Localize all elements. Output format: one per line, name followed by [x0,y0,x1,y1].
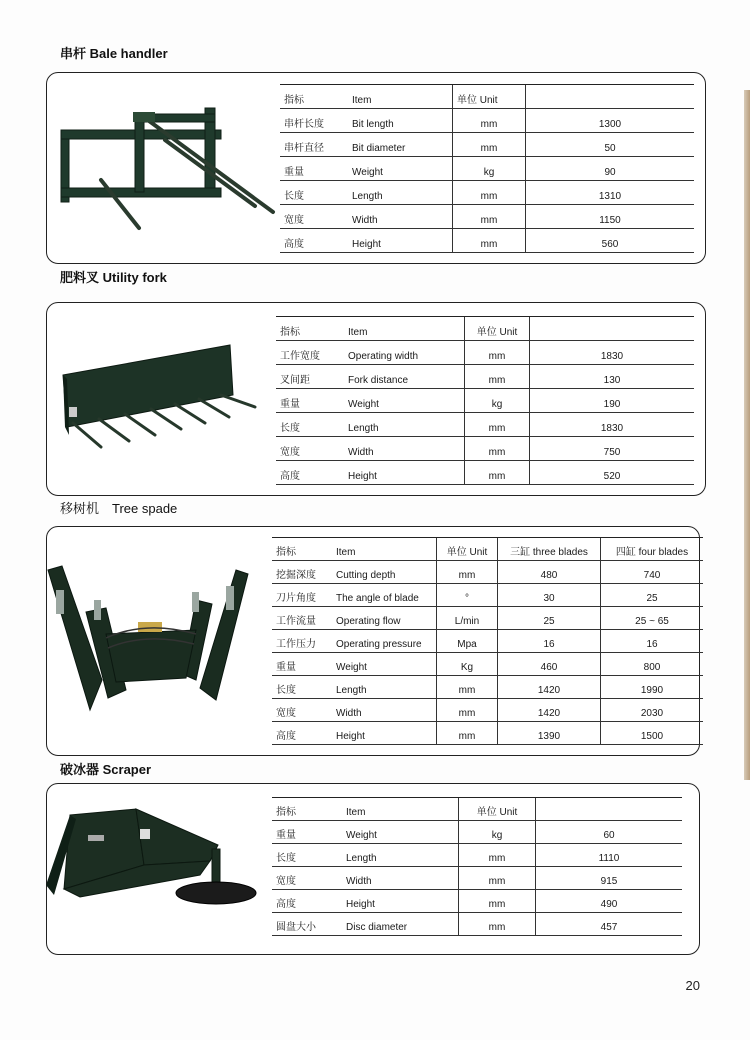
table-cell: 480 [498,561,601,584]
table-cell: 重量 [272,821,342,844]
bale-handler-image [55,100,280,240]
table-cell: 460 [498,653,601,676]
table-cell: 叉间距 [276,365,344,389]
table-cell: 重量 [280,157,348,181]
table-header-row [276,317,694,341]
table-cell: Cutting depth [332,561,437,584]
table-cell: 1310 [526,181,695,205]
table-cell: 长度 [272,844,342,867]
page-number: 20 [685,978,700,993]
header-item: Item [342,798,459,821]
table-header-row [272,538,703,561]
table-cell: 457 [536,913,683,936]
spec-table-bale-handler [280,84,694,253]
table-cell: 1500 [601,722,704,745]
table-cell: 刀片角度 [272,584,332,607]
header-unit: 单位 Unit [465,317,530,341]
table-row [272,584,703,607]
scraper-image [40,805,270,915]
table-cell: mm [437,676,498,699]
table-cell: Operating width [344,341,465,365]
table-cell: 25 ~ 65 [601,607,704,630]
utility-fork-image [55,335,265,455]
table-cell: 1150 [526,205,695,229]
table-row [276,461,694,485]
table-row [280,229,694,253]
table-header-row [280,85,694,109]
table-row [276,413,694,437]
table-cell: mm [459,844,536,867]
table-cell: mm [465,413,530,437]
table-cell: mm [459,867,536,890]
table-row [272,630,703,653]
header-cn: 指标 [272,538,332,561]
table-cell: 16 [601,630,704,653]
table-cell: mm [465,461,530,485]
table-cell: Height [344,461,465,485]
header-value [526,85,695,109]
table-cell: Length [348,181,453,205]
table-cell: Weight [342,821,459,844]
table-cell: 宽度 [276,437,344,461]
table-cell: mm [453,181,526,205]
table-row [272,844,682,867]
section-title-bale-handler: 串杆 Bale handler [60,46,168,61]
table-row [276,437,694,461]
table-cell: Operating pressure [332,630,437,653]
table-cell: 长度 [272,676,332,699]
table-cell: 1420 [498,676,601,699]
tree-spade-image [46,560,252,720]
header-four-blades: 四缸 four blades [601,538,704,561]
table-cell: The angle of blade [332,584,437,607]
page-edge-shadow [744,90,750,780]
table-row [280,133,694,157]
table-cell: 1990 [601,676,704,699]
table-cell: kg [453,157,526,181]
table-cell: Weight [332,653,437,676]
spec-table-scraper [272,797,682,936]
table-cell: 重量 [276,389,344,413]
table-cell: 1830 [530,341,695,365]
table-cell: 750 [530,437,695,461]
table-cell: 重量 [272,653,332,676]
table-cell: 130 [530,365,695,389]
table-cell: 190 [530,389,695,413]
table-row [276,365,694,389]
table-cell: 工作流量 [272,607,332,630]
table-cell: 560 [526,229,695,253]
table-cell: Width [348,205,453,229]
table-cell: 1300 [526,109,695,133]
table-cell: 圆盘大小 [272,913,342,936]
table-cell: 1390 [498,722,601,745]
table-cell: Height [342,890,459,913]
table-cell: Length [342,844,459,867]
table-cell: mm [453,109,526,133]
spec-table-tree-spade [272,537,703,745]
table-row [280,109,694,133]
header-item: Item [344,317,465,341]
table-cell: Mpa [437,630,498,653]
table-cell: mm [465,341,530,365]
table-cell: Width [344,437,465,461]
table-row [272,821,682,844]
table-cell: 520 [530,461,695,485]
table-cell: 2030 [601,699,704,722]
table-cell: 宽度 [272,699,332,722]
table-cell: Weight [348,157,453,181]
table-row [280,181,694,205]
header-unit: 单位 Unit [459,798,536,821]
table-cell: 高度 [272,890,342,913]
table-cell: 宽度 [280,205,348,229]
table-cell: ° [437,584,498,607]
table-cell: Operating flow [332,607,437,630]
table-cell: 宽度 [272,867,342,890]
section-title-scraper: 破冰器 Scraper [60,762,152,777]
table-cell: 1830 [530,413,695,437]
table-cell: 长度 [276,413,344,437]
table-cell: 490 [536,890,683,913]
table-cell: mm [453,133,526,157]
header-value [536,798,683,821]
header-cn: 指标 [272,798,342,821]
header-unit: 单位 Unit [453,85,526,109]
table-cell: mm [465,365,530,389]
table-cell: mm [465,437,530,461]
table-cell: 16 [498,630,601,653]
table-row [272,653,703,676]
table-cell: mm [453,229,526,253]
table-row [280,205,694,229]
table-cell: mm [437,699,498,722]
table-row [272,607,703,630]
table-cell: 740 [601,561,704,584]
table-cell: 60 [536,821,683,844]
table-cell: Disc diameter [342,913,459,936]
table-cell: Height [332,722,437,745]
table-row [280,157,694,181]
table-cell: Length [332,676,437,699]
header-unit: 单位 Unit [437,538,498,561]
table-cell: Bit length [348,109,453,133]
table-cell: 挖掘深度 [272,561,332,584]
table-cell: mm [437,561,498,584]
table-cell: 1420 [498,699,601,722]
table-cell: 工作宽度 [276,341,344,365]
table-cell: 25 [601,584,704,607]
table-cell: mm [459,913,536,936]
header-item: Item [348,85,453,109]
header-cn: 指标 [276,317,344,341]
table-cell: mm [437,722,498,745]
table-cell: 高度 [272,722,332,745]
table-cell: mm [459,890,536,913]
table-cell: 高度 [276,461,344,485]
table-cell: 串杆直径 [280,133,348,157]
table-cell: 800 [601,653,704,676]
header-value [530,317,695,341]
table-row [272,913,682,936]
section-title-utility-fork: 肥料叉 Utility fork [60,270,167,285]
table-cell: Kg [437,653,498,676]
table-cell: 1110 [536,844,683,867]
table-cell: 915 [536,867,683,890]
table-cell: Height [348,229,453,253]
table-row [272,867,682,890]
table-cell: kg [465,389,530,413]
table-row [272,676,703,699]
table-cell: Weight [344,389,465,413]
table-cell: 工作压力 [272,630,332,653]
table-row [272,699,703,722]
table-cell: 30 [498,584,601,607]
header-cn: 指标 [280,85,348,109]
header-three-blades: 三缸 three blades [498,538,601,561]
table-row [272,561,703,584]
table-cell: L/min [437,607,498,630]
table-cell: 90 [526,157,695,181]
header-item: Item [332,538,437,561]
table-cell: 高度 [280,229,348,253]
table-cell: 50 [526,133,695,157]
table-cell: 长度 [280,181,348,205]
table-cell: Bit diameter [348,133,453,157]
table-row [272,722,703,745]
table-cell: kg [459,821,536,844]
section-title-tree-spade: 移树机 Tree spade [60,501,178,516]
table-row [276,341,694,365]
spec-table-utility-fork [276,316,694,485]
table-row [276,389,694,413]
table-cell: Length [344,413,465,437]
table-cell: mm [453,205,526,229]
table-cell: Fork distance [344,365,465,389]
table-cell: Width [332,699,437,722]
table-cell: 串杆长度 [280,109,348,133]
table-cell: Width [342,867,459,890]
table-cell: 25 [498,607,601,630]
table-header-row [272,798,682,821]
table-row [272,890,682,913]
